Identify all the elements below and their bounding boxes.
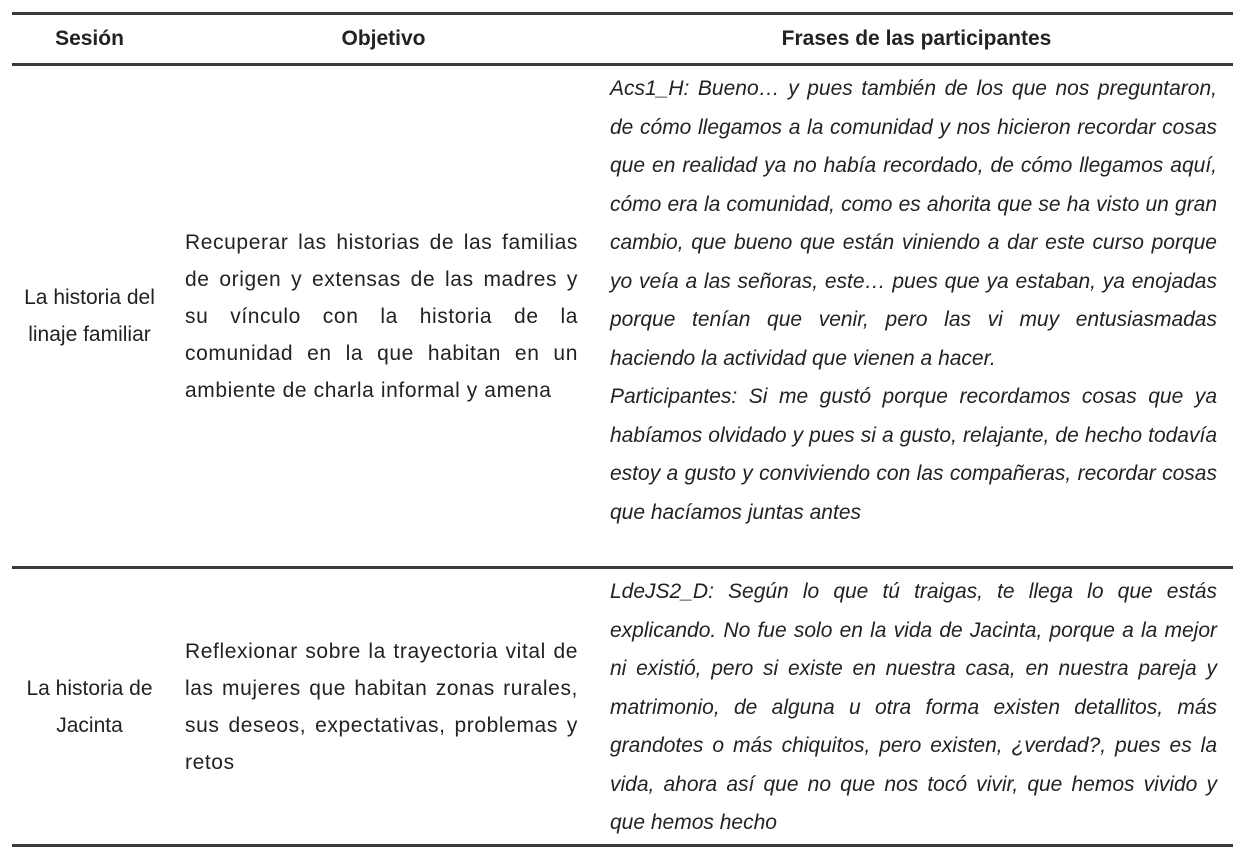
quote-text: LdeJS2_D: Según lo que tú traigas, te llega lo que estás explicando. No fue solo en la vida de Jacinta, porque a la mejor ni existió, pero si existe en nuestra casa, en nuestra pareja y matrimonio, de alguna u otra forma existen detallitos, más grandotes o más chiquitos, pero existen, ¿verdad?, pues es la vida, ahora así que no que nos tocó vivir, que hemos vivido y que hemos hecho xyxy=(610,580,1217,834)
header-session: Sesión xyxy=(55,27,124,50)
quotes-cell xyxy=(600,569,1233,844)
sessions-table xyxy=(12,12,1233,847)
session-cell xyxy=(12,66,167,566)
quote-text: Participantes: Si me gustó porque recordamos cosas que ya habíamos olvidado y pues si a gusto, relajante, de hecho todavía estoy a gusto y conviviendo con las compañeras, recordar cosas que hacíamos juntas antes xyxy=(610,385,1217,524)
objective-text: Reflexionar sobre la trayectoria vital de las mujeres que habitan zonas rurales, sus deseos, expectativas, problemas y retos xyxy=(185,639,578,774)
objective-cell xyxy=(167,66,600,566)
bottom-rule xyxy=(12,844,1233,847)
header-objective: Objetivo xyxy=(341,27,426,50)
header-row xyxy=(12,15,1233,63)
header-quotes: Frases de las participantes xyxy=(781,27,1052,50)
quotes-cell xyxy=(600,66,1233,566)
objective-cell xyxy=(167,569,600,844)
session-name: La historia de Jacinta xyxy=(26,676,153,737)
session-cell xyxy=(12,569,167,844)
session-name: La historia del linaje familiar xyxy=(24,286,155,346)
quote-text: Acs1_H: Bueno… y pues también de los que nos preguntaron, de cómo llegamos a la comunidad y nos hicieron recordar cosas que en realidad ya no había recordado, de cómo llegamos aquí, cómo era la comunidad, como es ahorita que se ha visto un gran cambio, que bueno que están viniendo a dar este curso porque yo veía a las señoras, este… pues que ya estaban, ya enojadas porque tenían que venir, pero las vi muy entusiasmadas haciendo la actividad que vienen a hacer. xyxy=(610,77,1217,370)
table-row xyxy=(12,66,1233,566)
table-row xyxy=(12,569,1233,844)
objective-text: Recuperar las historias de las familias de origen y extensas de las madres y su vínculo con la historia de la comunidad en la que habitan en un ambiente de charla informal y amena xyxy=(185,230,578,402)
